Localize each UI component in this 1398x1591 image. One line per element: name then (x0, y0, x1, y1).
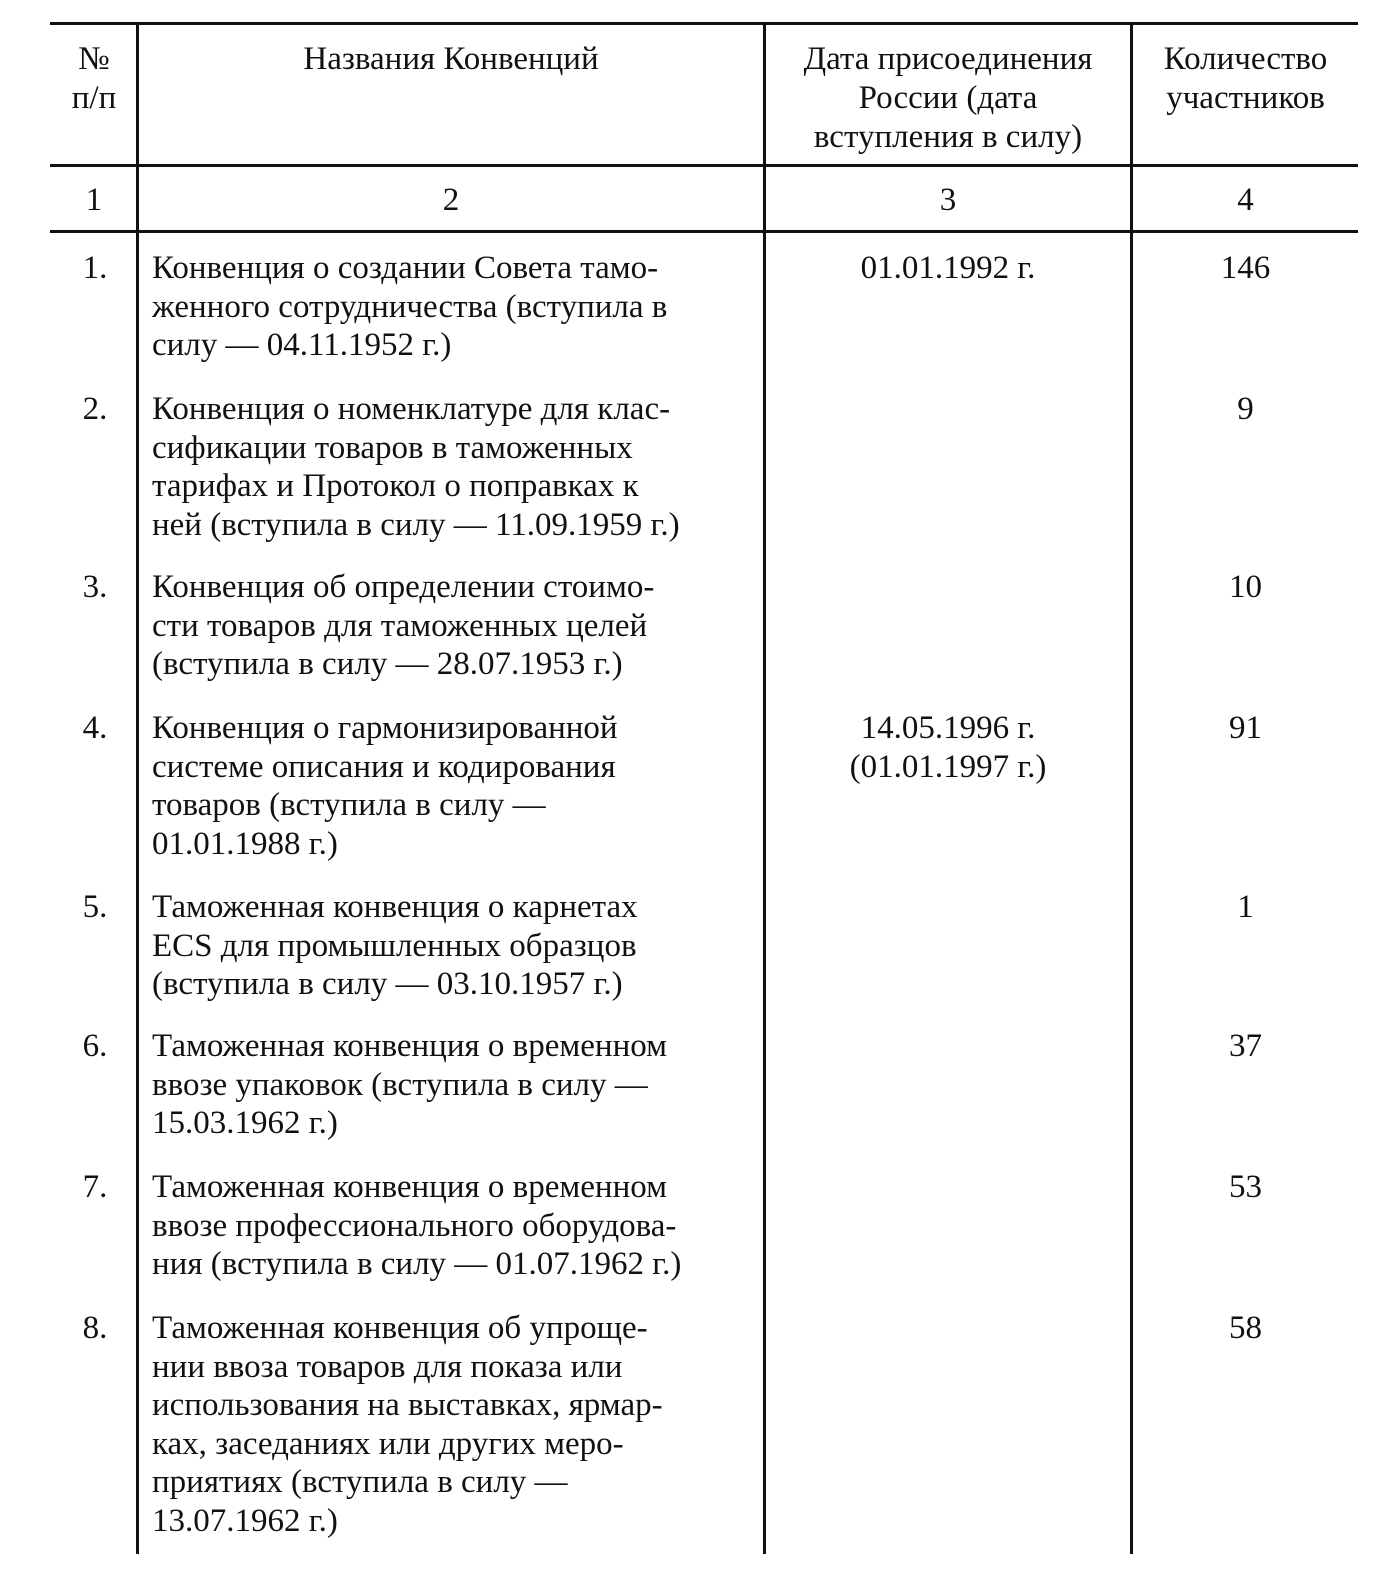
row-number: 2. (82, 391, 108, 427)
participant-count: 10 (1229, 569, 1262, 605)
convention-name-line: ния (вступила в силу — 01.07.1962 г.) (152, 1246, 682, 1282)
header-participants (1133, 40, 1358, 118)
header-conventions (139, 40, 763, 79)
convention-name-line: сти товаров для таможенных целей (152, 607, 648, 644)
header-conventions-line: Названия Конвенций (303, 41, 599, 77)
convention-name (152, 568, 757, 684)
convention-name-line: тарифах и Протокол о поправках к (152, 468, 639, 504)
participant-count: 37 (1229, 1028, 1262, 1064)
column-number-3: 3 (939, 182, 957, 218)
header-number-line: п/п (71, 80, 117, 116)
column-number-2: 2 (442, 182, 460, 218)
row-number: 8. (82, 1310, 108, 1346)
table-top-rule (50, 22, 1358, 25)
convention-name (152, 888, 757, 1004)
convention-name-line: приятиях (вступила в силу — (152, 1464, 568, 1500)
column-number-1: 1 (85, 182, 103, 218)
header-date-line: России (дата (858, 80, 1038, 116)
convention-name (152, 249, 757, 365)
accession-date-line: 01.01.1992 г. (860, 250, 1036, 286)
header-accession-date (766, 40, 1130, 157)
row-number: 7. (82, 1169, 108, 1205)
convention-name-line: силу — 04.11.1952 г.) (152, 327, 452, 363)
participant-count: 1 (1237, 889, 1254, 925)
convention-name-line: (вступила в силу — 28.07.1953 г.) (152, 646, 623, 682)
column-numbers-bottom-rule (50, 230, 1358, 233)
convention-name-line: 13.07.1962 г.) (152, 1502, 338, 1539)
header-participants-line: Количество (1163, 41, 1328, 77)
convention-name-line: ввозе упаковок (вступила в силу — (152, 1066, 648, 1103)
convention-name-line: Конвенция о гармонизированной (152, 710, 618, 746)
convention-name-line: 15.03.1962 г.) (152, 1105, 338, 1141)
header-number (50, 40, 138, 118)
convention-name-line: ках, заседаниях или других меро- (152, 1425, 624, 1462)
column-number-4: 4 (1237, 182, 1254, 218)
row-number: 3. (82, 569, 108, 605)
header-date-line: вступления в силу) (813, 119, 1083, 155)
header-participants-line: участников (1166, 80, 1325, 116)
convention-name-line: ввозе профессионального оборудова- (152, 1207, 677, 1244)
convention-name-line: (вступила в силу — 03.10.1957 г.) (152, 966, 623, 1002)
header-bottom-rule (50, 164, 1358, 167)
convention-name-line: Таможенная конвенция о карнетах (152, 889, 638, 925)
accession-date-line: 14.05.1996 г. (860, 710, 1036, 746)
header-date-line: Дата присоединения (803, 41, 1093, 77)
participant-count: 53 (1229, 1169, 1262, 1205)
column-divider-1 (136, 22, 139, 1554)
convention-name-line: нии ввоза товаров для показа или (152, 1348, 623, 1385)
convention-name-line: товаров (вступила в силу — (152, 787, 546, 823)
convention-name (152, 1168, 757, 1284)
participant-count: 9 (1237, 391, 1254, 427)
convention-name-line: Таможенная конвенция о временном (152, 1028, 667, 1064)
convention-name (152, 1027, 757, 1143)
convention-name-line: системе описания и кодирования (152, 748, 616, 785)
accession-date-line: (01.01.1997 г.) (849, 748, 1047, 785)
convention-name (152, 1309, 757, 1540)
accession-date (766, 249, 1130, 288)
participant-count: 91 (1229, 710, 1262, 746)
convention-name-line: Таможенная конвенция о временном (152, 1169, 667, 1205)
row-number: 5. (82, 889, 108, 925)
convention-name-line: Конвенция об определении стоимо- (152, 569, 655, 605)
convention-name-line: Конвенция о создании Совета тамо- (152, 250, 659, 286)
convention-name-line: ECS для промышленных образцов (152, 927, 637, 964)
row-number: 1. (82, 250, 108, 286)
convention-name-line: сификации товаров в таможенных (152, 429, 633, 466)
convention-name-line: 01.01.1988 г.) (152, 825, 338, 862)
convention-name (152, 709, 757, 863)
participant-count: 146 (1220, 250, 1271, 286)
convention-name-line: женного сотрудничества (вступила в (152, 288, 668, 325)
convention-name-line: использования на выставках, ярмар- (152, 1387, 663, 1423)
participant-count: 58 (1229, 1310, 1262, 1346)
row-number: 4. (82, 710, 108, 746)
convention-name-line: Таможенная конвенция об упроще- (152, 1310, 648, 1346)
convention-name (152, 390, 757, 544)
convention-name-line: ней (вступила в силу — 11.09.1959 г.) (152, 506, 680, 543)
header-number-line: № (78, 41, 110, 77)
row-number: 6. (82, 1028, 108, 1064)
convention-name-line: Конвенция о номенклатуре для клас- (152, 391, 671, 427)
accession-date (766, 709, 1130, 786)
